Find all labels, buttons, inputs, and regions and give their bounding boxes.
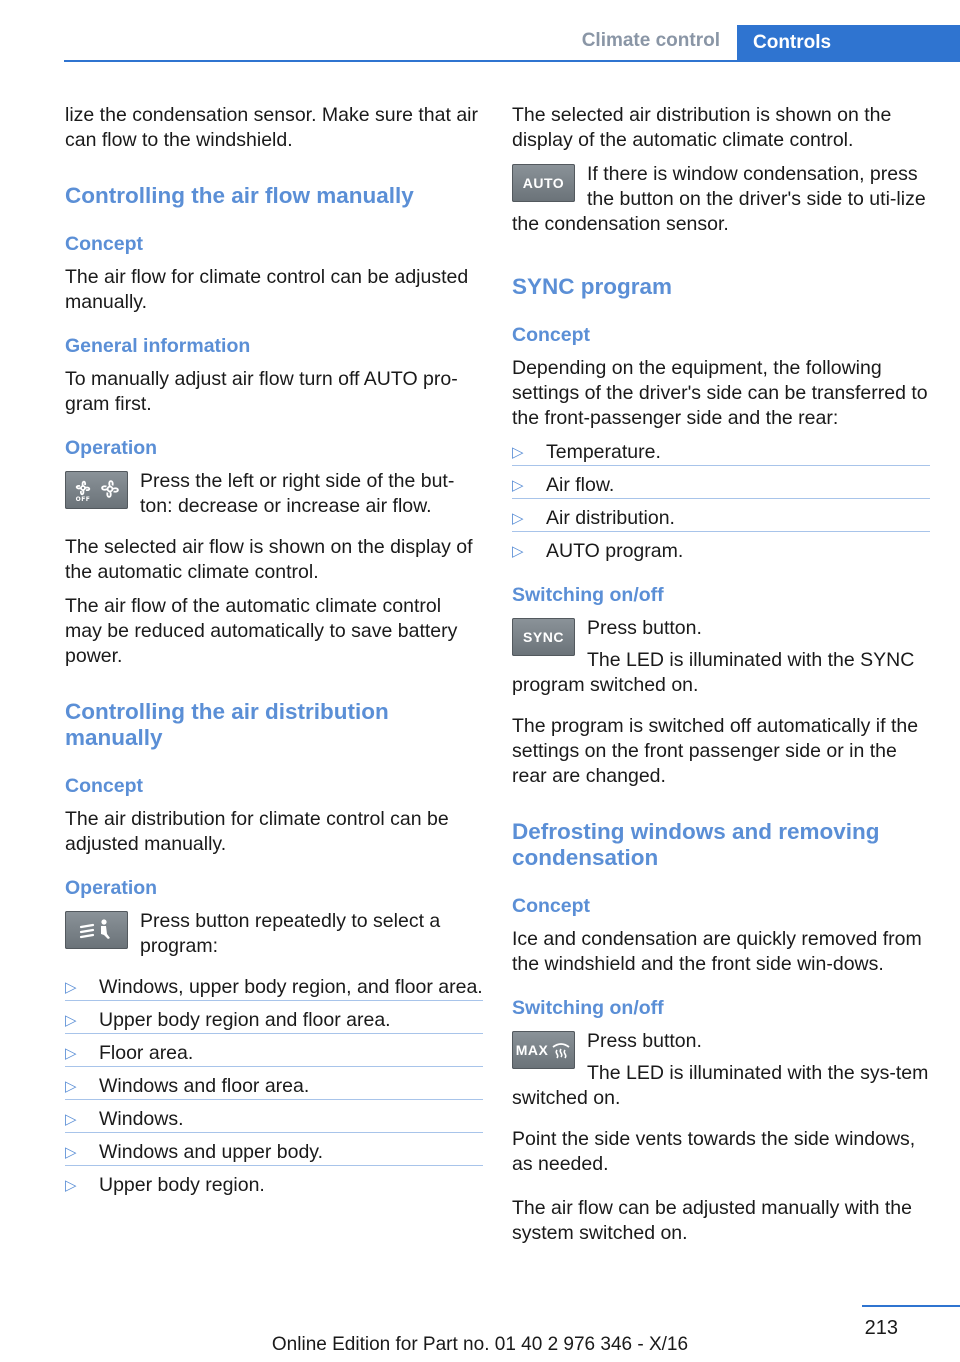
airflow-manual-paragraph: The air flow can be adjusted manually with the system switched on. xyxy=(512,1197,912,1244)
sync-switch-block xyxy=(512,616,930,705)
distribution-display-paragraph: The selected air distribution is shown on the display of the automatic climate control. xyxy=(512,104,892,151)
max-switch-block xyxy=(512,1029,930,1118)
subheading-concept: Concept xyxy=(65,233,143,255)
right-column xyxy=(512,103,930,1255)
max-defrost-button-icon xyxy=(512,1031,575,1069)
triangle-bullet-icon: ▷ xyxy=(65,1078,77,1095)
list-item: ▷ Upper body region. xyxy=(65,1174,265,1196)
airflow-operation-block xyxy=(65,469,483,526)
sync-settings-list xyxy=(512,440,930,564)
side-vents-paragraph: Point the side vents towards the side windows, as needed. xyxy=(512,1128,916,1175)
edition-note: Online Edition for Part no. 01 40 2 976 346 - X/16 xyxy=(271,1334,689,1355)
triangle-bullet-icon: ▷ xyxy=(65,979,77,996)
triangle-bullet-icon: ▷ xyxy=(65,1144,77,1161)
header-tab-controls: Controls xyxy=(737,25,960,61)
list-item: ▷ Windows, upper body region, and floor area. xyxy=(65,975,483,1001)
battery-paragraph: The air flow of the automatic climate control may be reduced automatically to save battery power. xyxy=(65,595,458,667)
sync-led-text: The LED is illuminated with the SYNC program switched on. xyxy=(512,649,915,696)
triangle-bullet-icon: ▷ xyxy=(65,1045,77,1062)
auto-text: If there is window condensation, press the button on the driver's side to uti-lize the condensation sensor. xyxy=(512,163,926,235)
triangle-bullet-icon: ▷ xyxy=(512,477,524,494)
fan-button-icon xyxy=(65,471,128,509)
triangle-bullet-icon: ▷ xyxy=(512,543,524,560)
list-item: ▷ Upper body region and floor area. xyxy=(65,1008,483,1034)
distribution-concept-paragraph: The air distribution for climate control can be adjusted manually. xyxy=(65,808,449,855)
triangle-bullet-icon: ▷ xyxy=(512,444,524,461)
subheading-concept-2: Concept xyxy=(65,775,143,797)
concept-paragraph: The air flow for climate control can be adjusted manually. xyxy=(65,266,469,313)
intro-paragraph: lize the condensation sensor. Make sure that air can flow to the windshield. xyxy=(65,104,478,151)
subheading-operation: Operation xyxy=(65,437,158,459)
max-led-text: The LED is illuminated with the sys-tem switched on. xyxy=(512,1062,929,1109)
max-press-text: Press button. xyxy=(587,1030,702,1052)
footer-rule xyxy=(862,1305,960,1307)
list-item: ▷ Air distribution. xyxy=(512,506,930,532)
list-item: ▷ Windows and upper body. xyxy=(65,1140,483,1166)
distribution-operation-block xyxy=(65,909,483,966)
triangle-bullet-icon: ▷ xyxy=(65,1012,77,1029)
heading-defrosting: Defrosting windows and removing condensation xyxy=(512,819,880,870)
list-item: ▷ AUTO program. xyxy=(512,540,684,562)
subheading-operation-2: Operation xyxy=(65,877,158,899)
sync-off-paragraph: The program is switched off automatically if the settings on the front passenger side or in the rear are changed. xyxy=(512,715,919,787)
list-item: ▷ Temperature. xyxy=(512,440,930,466)
list-item: ▷ Windows. xyxy=(65,1107,483,1133)
auto-button-icon: AUTO xyxy=(512,164,575,202)
subheading-concept-3: Concept xyxy=(512,324,590,346)
distribution-operation-text: Press button repeatedly to select a program: xyxy=(140,910,441,957)
list-item: ▷ Air flow. xyxy=(512,473,930,499)
defrost-concept-paragraph: Ice and condensation are quickly removed from the windshield and the front side win-dows. xyxy=(512,928,922,975)
sync-press-text: Press button. xyxy=(587,617,702,639)
air-distribution-button-icon xyxy=(65,911,128,949)
auto-block xyxy=(512,162,930,244)
sync-concept-paragraph: Depending on the equipment, the following settings of the driver's side can be transferred to the front-passenger side and the rear: xyxy=(512,357,928,429)
display-paragraph: The selected air flow is shown on the display of the automatic climate control. xyxy=(65,536,473,583)
program-list xyxy=(65,975,483,1198)
list-item: ▷ Windows and floor area. xyxy=(65,1074,483,1100)
triangle-bullet-icon: ▷ xyxy=(512,510,524,527)
subheading-general-information: General information xyxy=(65,335,251,357)
subheading-switching-on-off-2: Switching on/off xyxy=(512,997,664,1019)
svg-text:OFF: OFF xyxy=(75,496,90,503)
header-rule xyxy=(64,60,960,62)
subheading-concept-4: Concept xyxy=(512,895,590,917)
heading-sync-program: SYNC program xyxy=(512,274,673,299)
header-section-title: Climate control xyxy=(581,30,720,51)
heading-air-distribution-manual: Controlling the air distribution manually xyxy=(65,699,389,750)
max-label: MAX xyxy=(515,1042,549,1058)
general-paragraph: To manually adjust air flow turn off AUTO pro-gram first. xyxy=(65,368,458,415)
subheading-switching-on-off: Switching on/off xyxy=(512,584,664,606)
triangle-bullet-icon: ▷ xyxy=(65,1111,77,1128)
left-column xyxy=(65,103,483,1207)
airflow-operation-text: Press the left or right side of the but-ton: decrease or increase air flow. xyxy=(140,470,455,517)
sync-button-icon: SYNC xyxy=(512,618,575,656)
triangle-bullet-icon: ▷ xyxy=(65,1177,77,1194)
heading-airflow-manual: Controlling the air flow manually xyxy=(65,183,414,208)
page-number: 213 xyxy=(864,1317,898,1339)
list-item: ▷ Floor area. xyxy=(65,1041,483,1067)
